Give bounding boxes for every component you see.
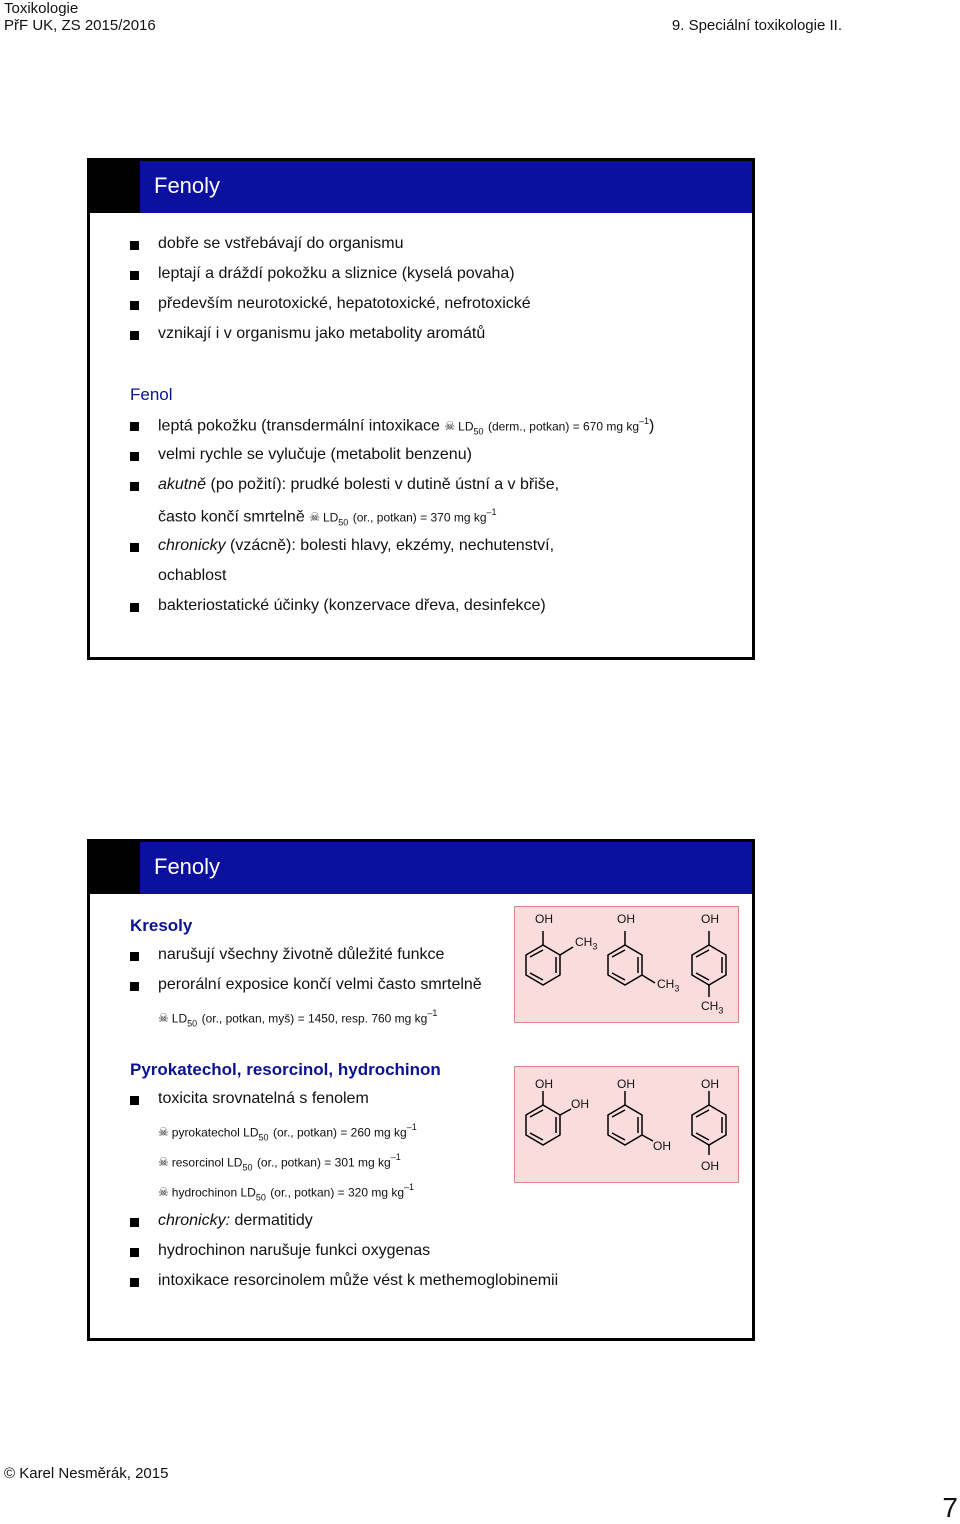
diols-bullet-1: toxicita srovnatelná s fenolem xyxy=(158,1090,369,1107)
kresoly-bullet-1: narušují všechny životně důležité funkce xyxy=(158,946,445,963)
fenol-bullet-3: akutně (po požití): prudké bolesti v dutině ústní a v břiše, xyxy=(158,476,560,493)
fenol-bullet-5: bakteriostatické účinky (konzervace dřeva, desinfekce) xyxy=(158,597,546,614)
bullet-text: dobře se vstřebávají do organismu xyxy=(158,235,404,252)
fenol-bullet-4: chronicky (vzácně): bolesti hlavy, ekzémy, nechutenství, xyxy=(158,537,555,554)
kresoly-bullet-2: perorální exposice končí velmi často smrtelně xyxy=(158,976,482,993)
bullet-square xyxy=(130,271,139,280)
ch3-label: $CH_3$ xyxy=(701,999,724,1016)
diols-sub-1: ☠ pyrokatechol $LD_{50}$ (or., potkan) = 260 mg $kg^{-1}$ xyxy=(158,1122,417,1143)
skull-icon: ☠ xyxy=(158,1011,169,1026)
diol-structures xyxy=(514,1066,739,1183)
oh-label: OH xyxy=(617,1077,635,1091)
section-heading-kresoly: Kresoly xyxy=(130,916,193,935)
oh-label: OH xyxy=(617,912,635,926)
bullet-square xyxy=(130,482,139,491)
bullet-square xyxy=(130,603,139,612)
bullet-square xyxy=(130,241,139,250)
bullet-square xyxy=(130,452,139,461)
bullet-text: především neurotoxické, hepatotoxické, nefrotoxické xyxy=(158,295,531,312)
oh-label: OH xyxy=(653,1139,671,1153)
page-number: 7 xyxy=(942,1492,958,1523)
diols-sub-3: ☠ hydrochinon $LD_{50}$ (or., potkan) = 320 mg $kg^{-1}$ xyxy=(158,1182,415,1203)
bullet-square xyxy=(130,1218,139,1227)
chapter-title: 9. Speciální toxikologie II. xyxy=(671,17,842,34)
footer-copyright: © Karel Nesměrák, 2015 xyxy=(4,1465,169,1482)
diols-sub-2: ☠ resorcinol $LD_{50}$ (or., potkan) = 301 mg $kg^{-1}$ xyxy=(158,1152,401,1173)
bullet-square xyxy=(130,331,139,340)
bullet-square xyxy=(130,1248,139,1257)
slide-title-band xyxy=(140,161,752,213)
slide-fenoly-1 xyxy=(87,158,755,660)
fenol-bullet-4-cont: ochablost xyxy=(158,567,227,584)
oh-label: OH xyxy=(571,1097,589,1111)
course-term: PřF UK, ZS 2015/2016 xyxy=(4,17,156,34)
fenol-bullet-2: velmi rychle se vylučuje (metabolit benzenu) xyxy=(158,446,472,463)
course-name: Toxikologie xyxy=(4,0,79,17)
bullet-text: vznikají i v organismu jako metabolity aromátů xyxy=(158,325,486,342)
skull-icon: ☠ xyxy=(309,510,320,525)
bullet-square xyxy=(130,301,139,310)
slide-title: Fenoly xyxy=(154,854,221,879)
bullet-text: leptají a dráždí pokožku a sliznice (kyselá povaha) xyxy=(158,265,515,282)
bullet-square xyxy=(130,952,139,961)
diols-bullet-4: intoxikace resorcinolem může vést k methemoglobinemii xyxy=(158,1272,559,1289)
oh-label: OH xyxy=(535,912,553,926)
oh-label: OH xyxy=(535,1077,553,1091)
bullet-square xyxy=(130,1278,139,1287)
kresoly-ld-line: ☠ $LD_{50}$ (or., potkan, myš) = 1450, resp. 760 mg $kg^{-1}$ xyxy=(158,1008,438,1029)
oh-label: OH xyxy=(701,912,719,926)
section-heading-diols: Pyrokatechol, resorcinol, hydrochinon xyxy=(130,1060,441,1079)
diols-bullet-3: hydrochinon narušuje funkci oxygenas xyxy=(158,1242,431,1259)
skull-icon: ☠ xyxy=(444,419,456,434)
ch3-label: $CH_3$ xyxy=(575,935,598,952)
page-header-left xyxy=(4,0,156,34)
diols-bullet-2: chronicky: dermatitidy xyxy=(158,1212,313,1229)
section-heading-fenol: Fenol xyxy=(130,385,173,404)
fenol-bullet-1: leptá pokožku (transdermální intoxikace ☠ $LD_{50}$ (derm., potkan) = 670 mg $kg^{-1}$) xyxy=(158,416,655,437)
slide-title: Fenoly xyxy=(154,173,221,198)
oh-label: OH xyxy=(701,1159,719,1173)
ch3-label: $CH_3$ xyxy=(657,977,680,994)
skull-icon: ☠ xyxy=(158,1185,169,1200)
slide-fenoly-2 xyxy=(87,839,755,1341)
skull-icon: ☠ xyxy=(158,1125,169,1140)
bullet-square xyxy=(130,543,139,552)
fenol-bullet-3-cont: často končí smrtelně ☠ $LD_{50}$ (or., potkan) = 370 mg $kg^{-1}$ xyxy=(158,507,497,528)
bullet-square xyxy=(130,422,139,431)
bullet-square xyxy=(130,1096,139,1105)
slide-title-band xyxy=(140,842,752,894)
bullet-square xyxy=(130,982,139,991)
oh-label: OH xyxy=(701,1077,719,1091)
skull-icon: ☠ xyxy=(158,1155,169,1170)
cresol-structures xyxy=(514,906,739,1023)
